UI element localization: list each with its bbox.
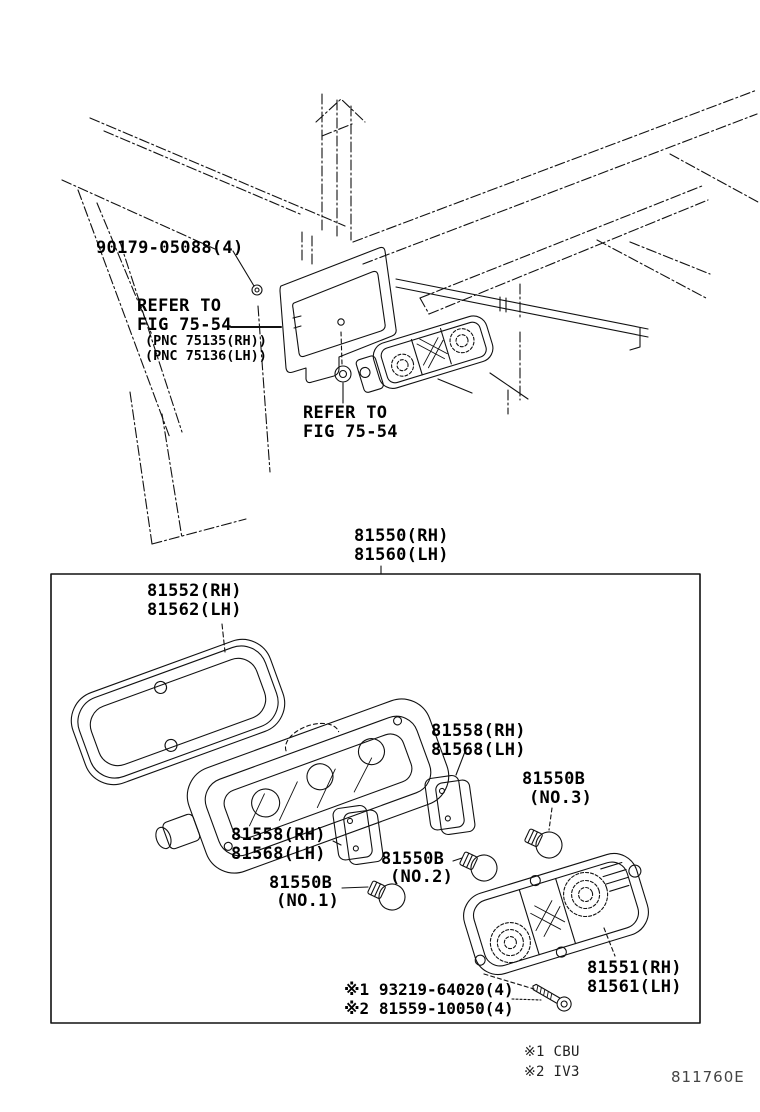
label-plate-upper-lh: 81568(LH) (431, 740, 526, 760)
nut-icon (335, 332, 351, 403)
label-bulb2-number: 81550B (381, 849, 445, 869)
label-plate-lower-rh: 81558(RH) (231, 825, 326, 845)
label-bulb3-number: 81550B (522, 769, 586, 789)
bulb-no2-drawing (457, 846, 502, 885)
label-lens-rh: 81551(RH) (587, 958, 682, 978)
label-refer-bottom-1: REFER TO (303, 403, 388, 423)
label-plate-upper-rh: 81558(RH) (431, 721, 526, 741)
label-refer-top-1: REFER TO (137, 296, 222, 316)
label-bulb1-position: (NO.1) (276, 891, 340, 911)
label-assembly-rh: 81550(RH) (354, 526, 449, 546)
label-screw-note2: ※2 81559-10050(4) (344, 999, 514, 1018)
label-bulb2-position: (NO.2) (390, 867, 454, 887)
label-bulb1-number: 81550B (269, 873, 333, 893)
gasket-drawing (63, 631, 293, 793)
lamp-assembly-top (353, 312, 497, 397)
label-bolt-part: 90179-05088(4) (96, 238, 244, 258)
label-gasket-rh: 81552(RH) (147, 581, 242, 601)
plate-upper-drawing (424, 773, 476, 837)
footnote-1: ※1 CBU (524, 1044, 580, 1060)
footnote-2: ※2 IV3 (524, 1064, 580, 1080)
label-assembly-lh: 81560(LH) (354, 545, 449, 565)
screw-drawing (529, 980, 573, 1014)
plate-lower-drawing (332, 803, 384, 867)
detail-box (51, 574, 700, 1023)
label-pnc-lh: (PNC 75136(LH)) (145, 348, 267, 364)
bed-rail-lines (396, 279, 648, 399)
label-gasket-lh: 81562(LH) (147, 600, 242, 620)
label-refer-top-2: FIG 75-54 (137, 315, 232, 335)
figure-code: 811760E (671, 1068, 745, 1086)
tailgate-end-plate (280, 247, 396, 382)
label-pnc-rh: (PNC 75135(RH)) (145, 333, 267, 349)
bulb-no3-drawing (522, 823, 567, 862)
label-screw-note1: ※1 93219-64020(4) (344, 980, 514, 999)
label-refer-bottom-2: FIG 75-54 (303, 422, 398, 442)
label-plate-lower-lh: 81568(LH) (231, 844, 326, 864)
label-lens-lh: 81561(LH) (587, 977, 682, 997)
leader-gasket-label (222, 624, 225, 652)
label-bulb3-position: (NO.3) (529, 788, 593, 808)
